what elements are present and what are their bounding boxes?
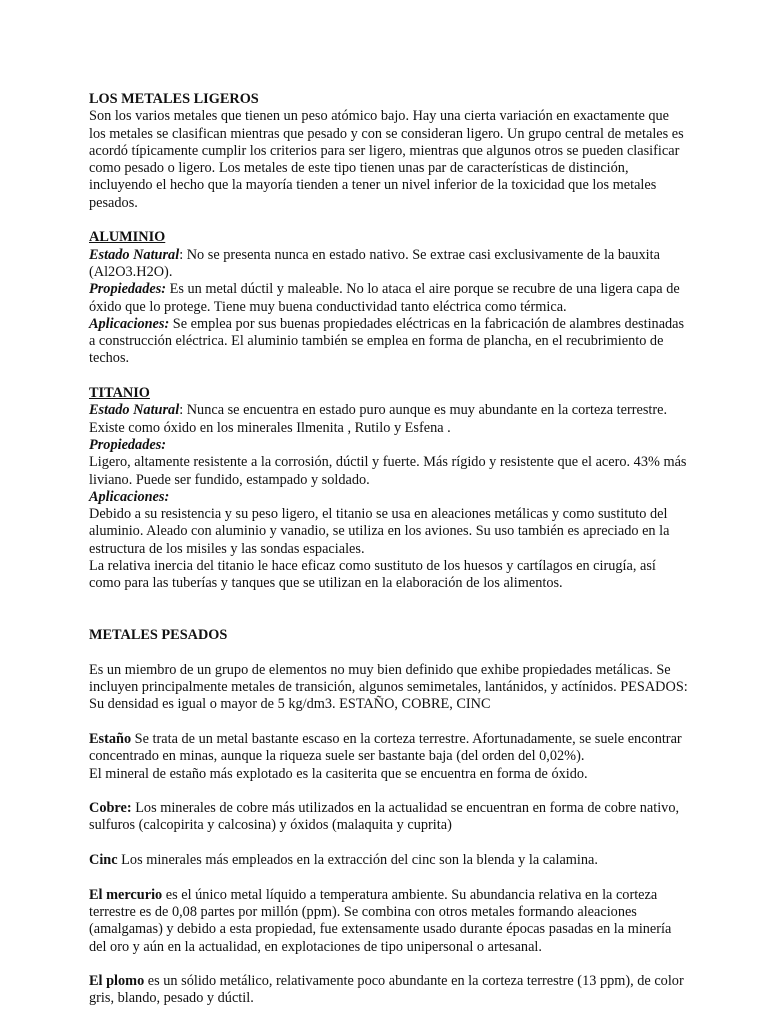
- paragraph-titanio-propiedades: Ligero, altamente resistente a la corrosión, dúctil y fuerte. Más rígido y resistente que el acero. 43% más liviano. Puede ser fundido, estampado y soldado.: [89, 454, 687, 488]
- paragraph-cinc: [89, 852, 689, 869]
- text-mercurio: es el único metal líquido a temperatura ambiente. Su abundancia relativa en la corteza terrestre es de 0,08 partes por millón (ppm). Se combina con otros metales formando aleaciones (amalgamas) y debido a esta propiedad, fue extensamente usado durante épocas pasadas en la minería del oro y aún en la actualidad, en explotaciones de tipo unipersonal o artesanal.: [89, 886, 672, 955]
- label-estano: Estaño: [89, 730, 132, 747]
- section-title-titanio: TITANIO: [89, 385, 150, 402]
- paragraph-titanio-estado: [89, 402, 689, 437]
- section-title-ligeros: LOS METALES LIGEROS: [89, 91, 259, 107]
- paragraph-ligeros-intro: Son los varios metales que tienen un peso atómico bajo. Hay una cierta variación en exactamente que los metales se clasifican mientras que pesado y con se consideran ligero. Un grupo central de metales es acordó típicamente cumplir los criterios para ser ligero, mientras que algunos otros se pueden clasificar como pesado o ligero. Los metales de este tipo tienen unas par de características de distinción, incluyendo el hecho que la mayoría tienden a tener un nivel inferior de la toxicidad que los metales pesados.: [89, 108, 684, 211]
- document-body: [89, 91, 689, 1008]
- paragraph-cobre: [89, 800, 689, 835]
- text-cobre: Los minerales de cobre más utilizados en la actualidad se encuentran en forma de cobre nativo, sulfuros (calcopirita y calcosina) y óxidos (malaquita y cuprita): [89, 800, 680, 834]
- label-propiedades: Propiedades:: [89, 436, 167, 453]
- paragraph-titanio-aplicaciones-2: La relativa inercia del titanio le hace eficaz como sustituto de los huesos y cartílagos en cirugía, así como para las tuberías y tanques que se utilizan en la elaboración de los alimentos.: [89, 558, 656, 592]
- text-plomo: es un sólido metálico, relativamente poco abundante en la corteza terrestre (13 ppm), de color gris, blando, pesado y dúctil.: [89, 973, 684, 1007]
- paragraph-aluminio-aplicaciones: [89, 316, 689, 368]
- paragraph-aluminio-estado: [89, 247, 689, 282]
- paragraph-plomo: [89, 973, 689, 1008]
- label-plomo: El plomo: [89, 973, 145, 990]
- text-cinc: Los minerales más empleados en la extracción del cinc son la blenda y la calamina.: [117, 852, 598, 869]
- text-propiedades: Es un metal dúctil y maleable. No lo ataca el aire porque se recubre de una ligera capa de óxido que lo protege. Tiene muy buena conductividad tanto eléctrica como térmica.: [89, 281, 680, 315]
- label-estado-natural: Estado Natural: [89, 402, 180, 419]
- label-estado-natural: Estado Natural: [89, 246, 180, 263]
- text-aplicaciones: Se emplea por sus buenas propiedades eléctricas en la fabricación de alambres destinadas a construcción eléctrica. El aluminio también se emplea en forma de plancha, en el recubrimiento de techos.: [89, 315, 685, 367]
- paragraph-mercurio: [89, 887, 689, 956]
- label-propiedades: Propiedades:: [89, 281, 167, 298]
- paragraph-estano-2: El mineral de estaño más explotado es la casiterita que se encuentra en forma de óxido.: [89, 765, 588, 782]
- paragraph-aluminio-propiedades: [89, 281, 689, 316]
- label-mercurio: El mercurio: [89, 886, 163, 903]
- paragraph-titanio-aplicaciones-1: Debido a su resistencia y su peso ligero, el titanio se usa en aleaciones metálicas y como sustituto del aluminio. Aleado con aluminio y vanadio, se utiliza en los aviones. Su uso también es apreciado en la estructura de los misiles y las sondas espaciales.: [89, 506, 670, 557]
- text-estano: Se trata de un metal bastante escaso en la corteza terrestre. Afortunadamente, se suele encontrar concentrado en minas, aunque la riqueza suele ser bastante baja (del orden del 0,02%).: [89, 730, 682, 765]
- label-aplicaciones: Aplicaciones:: [89, 488, 170, 505]
- paragraph-estano: [89, 731, 689, 766]
- label-aplicaciones: Aplicaciones:: [89, 315, 170, 332]
- section-title-pesados: METALES PESADOS: [89, 627, 228, 644]
- text-estado-natural: : Nunca se encuentra en estado puro aunque es muy abundante en la corteza terrestre. Existe como óxido en los minerales Ilmenita , Rutilo y Esfena .: [89, 402, 668, 436]
- text-estado-natural: : No se presenta nunca en estado nativo. Se extrae casi exclusivamente de la bauxita (Al2O3.H2O).: [89, 246, 660, 280]
- label-cobre: Cobre:: [89, 800, 132, 817]
- paragraph-pesados-intro: Es un miembro de un grupo de elementos no muy bien definido que exhibe propiedades metálicas. Se incluyen principalmente metales de transición, algunos semimetales, lantánidos, y actínidos. PESADOS: Su densidad es igual o mayor de 5 kg/dm3. ESTAÑO, COBRE, CINC: [89, 661, 688, 713]
- section-title-aluminio: ALUMINIO: [89, 229, 166, 246]
- label-cinc: Cinc: [89, 852, 118, 869]
